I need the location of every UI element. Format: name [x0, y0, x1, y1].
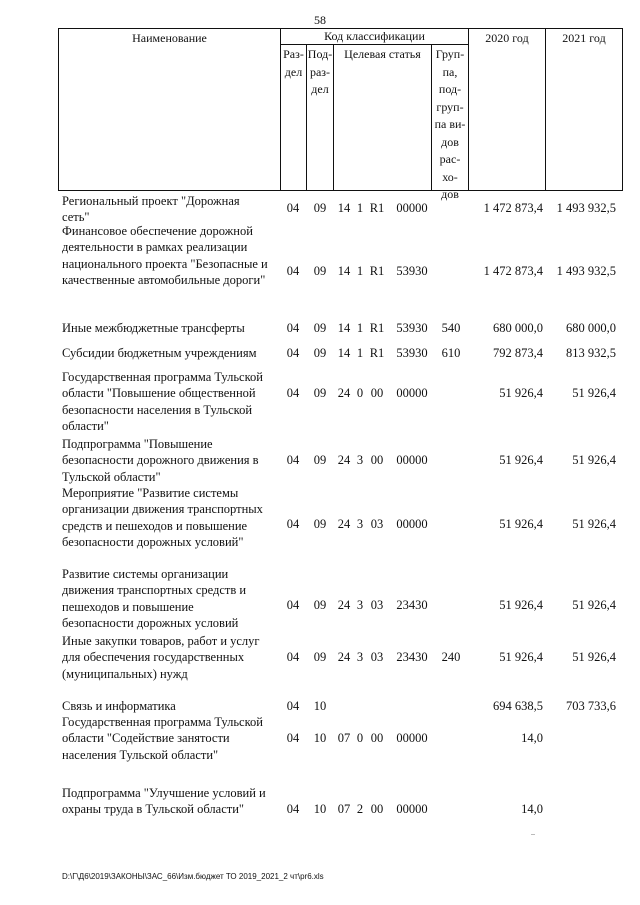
row-name-line: безопасности дорожных условий [62, 615, 239, 630]
target-program-code: 14 [337, 321, 351, 335]
row-name-line: сеть" [62, 210, 90, 225]
section-code: 04 [286, 264, 300, 278]
amount-2020: 51 926,4 [499, 453, 543, 467]
amount-2021: 703 733,6 [566, 699, 616, 713]
amount-2020: 14,0 [521, 802, 543, 816]
row-name [62, 320, 280, 336]
row-name-line: (муниципальных) нужд [62, 666, 188, 681]
target-direction-code: 23430 [396, 650, 428, 664]
target-event-code: 03 [370, 517, 384, 531]
row-name-line: движения транспортных средств и [62, 583, 247, 598]
expense-group-code: 540 [441, 321, 461, 335]
row-name-line: области" [62, 418, 109, 433]
row-name-line: Развитие системы организации [62, 567, 229, 581]
header-classification: Код классификации [324, 29, 425, 43]
row-name-line: средств и пешеходов и повышение [62, 518, 248, 533]
target-direction-code: 53930 [396, 346, 428, 360]
target-subprogram-code: 0 [356, 386, 364, 400]
target-subprogram-code: 3 [356, 453, 364, 467]
header-divider [333, 44, 334, 191]
section-code: 04 [286, 346, 300, 360]
amount-2020: 1 472 873,4 [483, 264, 543, 278]
subsection-code: 09 [313, 650, 327, 664]
target-event-code: 00 [370, 802, 384, 816]
row-name-line: организации движения транспортных [62, 502, 263, 517]
amount-2020: 1 472 873,4 [483, 201, 543, 215]
header-border-left [58, 28, 59, 191]
row-name [62, 193, 280, 226]
section-code: 04 [286, 453, 300, 467]
header-divider [468, 28, 469, 191]
target-event-code: R1 [369, 201, 385, 215]
row-name [62, 566, 280, 631]
header-name: Наименование [132, 31, 207, 45]
amount-2020: 51 926,4 [499, 598, 543, 612]
target-program-code: 24 [337, 386, 351, 400]
amount-2020: 51 926,4 [499, 386, 543, 400]
subsection-code: 10 [313, 699, 327, 713]
target-program-code: 14 [337, 264, 351, 278]
row-name [62, 785, 280, 818]
amount-2021: 680 000,0 [566, 321, 616, 335]
amount-2020: 14,0 [521, 731, 543, 745]
row-name [62, 369, 280, 434]
page-number: 58 [314, 13, 326, 27]
row-name-line: безопасности дорожных условий" [62, 534, 244, 549]
target-program-code: 24 [337, 650, 351, 664]
row-name-line: Финансовое обеспечение дорожной [62, 224, 253, 238]
header-section: Раз- дел [283, 47, 304, 79]
target-program-code: 24 [337, 598, 351, 612]
target-program-code: 14 [337, 346, 351, 360]
subsection-code: 09 [313, 453, 327, 467]
amount-2020: 694 638,5 [493, 699, 543, 713]
row-name-line: населения Тульской области" [62, 747, 219, 762]
row-name-line: деятельности в рамках реализации [62, 240, 248, 255]
subsection-code: 09 [313, 201, 327, 215]
target-direction-code: 00000 [396, 201, 428, 215]
row-name-line: пешеходов и повышение [62, 599, 194, 614]
header-subsection: Под- раз- дел [307, 47, 333, 96]
target-event-code: R1 [369, 321, 385, 335]
amount-2020: 51 926,4 [499, 650, 543, 664]
row-name-line: качественные автомобильные дороги" [62, 272, 266, 287]
target-subprogram-code: 3 [356, 598, 364, 612]
row-name-line: области "Повышение общественной [62, 386, 256, 401]
row-name-line: Государственная программа Тульской [62, 370, 263, 384]
target-direction-code: 00000 [396, 731, 428, 745]
header-expense-group: Груп- па, под- груп- па ви- дов рас- хо- дов [434, 47, 466, 201]
target-subprogram-code: 0 [356, 731, 364, 745]
subsection-code: 10 [313, 802, 327, 816]
header-border-right [622, 28, 623, 191]
row-name [62, 436, 280, 485]
section-code: 04 [286, 201, 300, 215]
expense-group-code: 240 [441, 650, 461, 664]
target-event-code: 03 [370, 598, 384, 612]
target-program-code: 24 [337, 517, 351, 531]
header-divider [545, 28, 546, 191]
target-program-code: 24 [337, 453, 351, 467]
target-direction-code: 00000 [396, 386, 428, 400]
row-name [62, 485, 280, 550]
section-code: 04 [286, 598, 300, 612]
target-direction-code: 00000 [396, 453, 428, 467]
amount-2021: 51 926,4 [572, 386, 616, 400]
amount-2021: 51 926,4 [572, 453, 616, 467]
row-name-line: Связь и информатика [62, 699, 176, 713]
scan-mark [531, 834, 535, 835]
subsection-code: 09 [313, 517, 327, 531]
row-name-line: Государственная программа Тульской [62, 715, 263, 729]
row-name [62, 345, 280, 361]
subsection-code: 09 [313, 598, 327, 612]
section-code: 04 [286, 321, 300, 335]
amount-2021: 1 493 932,5 [556, 264, 616, 278]
target-direction-code: 53930 [396, 264, 428, 278]
row-name-line: для обеспечения государственных [62, 650, 245, 665]
header-year-2021: 2021 год [562, 31, 606, 45]
section-code: 04 [286, 731, 300, 745]
amount-2021: 51 926,4 [572, 598, 616, 612]
row-name-line: безопасности населения в Тульской [62, 402, 253, 417]
row-name [62, 223, 280, 288]
amount-2020: 680 000,0 [493, 321, 543, 335]
section-code: 04 [286, 386, 300, 400]
target-direction-code: 00000 [396, 802, 428, 816]
subsection-code: 09 [313, 321, 327, 335]
target-direction-code: 00000 [396, 517, 428, 531]
target-program-code: 07 [337, 802, 351, 816]
target-event-code: R1 [369, 264, 385, 278]
row-name [62, 714, 280, 763]
target-event-code: 03 [370, 650, 384, 664]
row-name-line: Подпрограмма "Повышение [62, 437, 213, 451]
row-name [62, 698, 280, 714]
row-name-line: области "Содействие занятости [62, 731, 230, 746]
target-event-code: 00 [370, 453, 384, 467]
header-border-bottom [58, 190, 623, 191]
target-event-code: 00 [370, 386, 384, 400]
subsection-code: 09 [313, 346, 327, 360]
section-code: 04 [286, 802, 300, 816]
target-program-code: 07 [337, 731, 351, 745]
amount-2021: 51 926,4 [572, 650, 616, 664]
amount-2021: 813 932,5 [566, 346, 616, 360]
row-name-line: Тульской области" [62, 469, 161, 484]
target-subprogram-code: 1 [356, 201, 364, 215]
header-target-article: Целевая статья [344, 47, 421, 61]
target-subprogram-code: 3 [356, 517, 364, 531]
amount-2021: 1 493 932,5 [556, 201, 616, 215]
row-name-line: Субсидии бюджетным учреждениям [62, 346, 257, 360]
target-direction-code: 23430 [396, 598, 428, 612]
amount-2020: 792 873,4 [493, 346, 543, 360]
row-name-line: безопасности дорожного движения в [62, 453, 259, 468]
target-direction-code: 53930 [396, 321, 428, 335]
target-subprogram-code: 1 [356, 264, 364, 278]
amount-2021: 51 926,4 [572, 517, 616, 531]
subsection-code: 09 [313, 386, 327, 400]
amount-2020: 51 926,4 [499, 517, 543, 531]
target-event-code: R1 [369, 346, 385, 360]
subsection-code: 09 [313, 264, 327, 278]
file-path-footer: D:\Г\Д6\2019\ЗАКОНЫ\ЗАС_66\Изм.бюджет ТО 2019_2021_2 чт\pr6.xls [62, 872, 324, 881]
row-name-line: Региональный проект "Дорожная [62, 194, 240, 208]
section-code: 04 [286, 517, 300, 531]
row-name-line: Подпрограмма "Улучшение условий и [62, 786, 266, 800]
row-name [62, 633, 280, 682]
target-program-code: 14 [337, 201, 351, 215]
row-name-line: Мероприятие "Развитие системы [62, 486, 239, 500]
row-name-line: охраны труда в Тульской области" [62, 802, 245, 817]
section-code: 04 [286, 650, 300, 664]
target-event-code: 00 [370, 731, 384, 745]
target-subprogram-code: 2 [356, 802, 364, 816]
target-subprogram-code: 3 [356, 650, 364, 664]
row-name-line: Иные межбюджетные трансферты [62, 321, 245, 335]
target-subprogram-code: 1 [356, 346, 364, 360]
expense-group-code: 610 [441, 346, 461, 360]
target-subprogram-code: 1 [356, 321, 364, 335]
header-year-2020: 2020 год [485, 31, 529, 45]
row-name-line: национального проекта "Безопасные и [62, 256, 268, 271]
row-name-line: Иные закупки товаров, работ и услуг [62, 634, 260, 648]
subsection-code: 10 [313, 731, 327, 745]
section-code: 04 [286, 699, 300, 713]
